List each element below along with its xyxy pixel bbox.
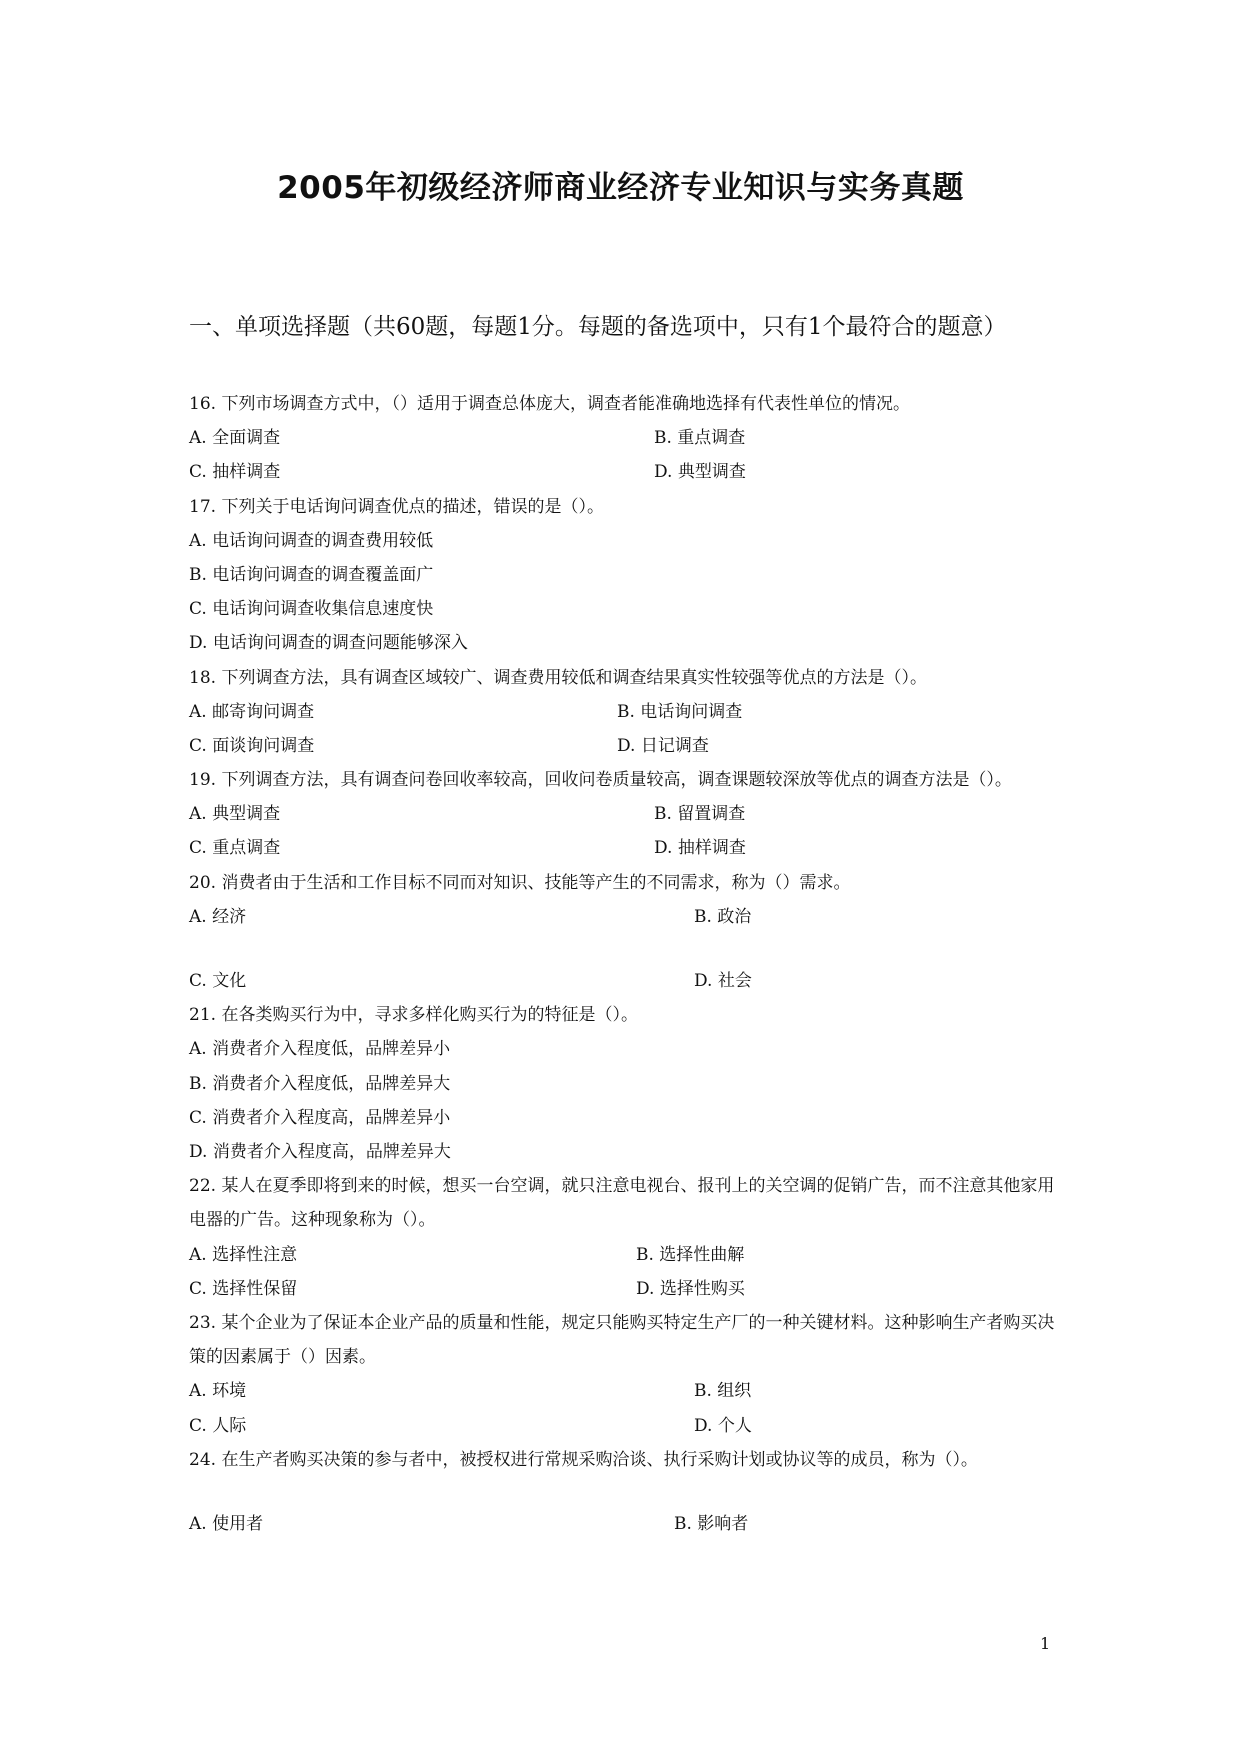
option-row [189,1507,1059,1541]
option-d: D. 日记调查 [617,735,709,756]
option-c: C. 重点调查 [189,838,281,859]
option-c: C. 人际 [189,1415,247,1436]
question-stem: 18. 下列调查方法，具有调查区域较广、调查费用较低和调查结果真实性较强等优点的方法是（）。 [189,667,927,688]
question-stem: 24. 在生产者购买决策的参与者中，被授权进行常规采购洽谈、执行采购计划或协议等的成员，称为（）。 [189,1449,978,1470]
question-stem: 21. 在各类购买行为中，寻求多样化购买行为的特征是（）。 [189,1005,638,1026]
option-row [189,421,1059,455]
question-stem: 17. 下列关于电话询问调查优点的描述，错误的是（）。 [189,496,604,517]
option-c: C. 选择性保留 [189,1278,298,1299]
option-row [189,1272,1059,1306]
option-a: A. 选择性注意 [189,1244,298,1265]
option-a: A. 典型调查 [189,804,281,825]
option-row [189,729,1059,763]
option-d: D. 消费者介入程度高，品牌差异大 [189,1141,451,1162]
section-heading: 一、单项选择题（共60题，每题1分。每题的备选项中，只有1个最符合的题意） [189,314,1007,340]
question-stem: 22. 某人在夏季即将到来的时候，想买一台空调，就只注意电视台、报刊上的关空调的促销广告，而不注意其他家用电器的广告。这种现象称为（）。 [189,1176,1055,1231]
option-c: C. 电话询问调查收集信息速度快 [189,599,434,620]
option-a: A. 环境 [189,1381,247,1402]
option-b: B. 重点调查 [654,428,746,449]
option-b: B. 留置调查 [654,804,746,825]
question-stem: 23. 某个企业为了保证本企业产品的质量和性能，规定只能购买特定生产厂的一种关键材料。这种影响生产者购买决策的因素属于（）因素。 [189,1312,1055,1368]
option-c: C. 文化 [189,971,247,992]
spacer [189,934,1059,964]
option-c: C. 面谈询问调查 [189,735,315,756]
option-c: C. 消费者介入程度高，品牌差异小 [189,1107,451,1128]
option-b: B. 影响者 [674,1513,749,1534]
option-d: D. 电话询问调查的调查问题能够深入 [189,633,468,654]
question-list [189,387,1059,1541]
option-row [189,695,1059,729]
option-b: B. 组织 [694,1381,752,1402]
option-row [189,1409,1059,1443]
option-d: D. 选择性购买 [636,1278,745,1299]
option-a: A. 使用者 [189,1513,264,1534]
option-row [189,455,1059,489]
option-d: D. 个人 [694,1415,752,1436]
option-d: D. 社会 [694,971,752,992]
option-b: B. 政治 [694,906,752,927]
option-a: A. 全面调查 [189,428,281,449]
page-number: 1 [1040,1634,1051,1653]
question-stem: 20. 消费者由于生活和工作目标不同而对知识、技能等产生的不同需求，称为（）需求。 [189,872,851,893]
document-title: 2005年初级经济师商业经济专业知识与实务真题 [277,170,964,206]
option-b: B. 电话询问调查的调查覆盖面广 [189,564,434,585]
option-row [189,1374,1059,1408]
option-a: A. 经济 [189,906,247,927]
option-a: A. 电话询问调查的调查费用较低 [189,530,434,551]
option-d: D. 典型调查 [654,462,746,483]
option-row [189,900,1059,934]
option-a: A. 消费者介入程度低，品牌差异小 [189,1039,451,1060]
option-d: D. 抽样调查 [654,838,746,859]
question-stem: 19. 下列调查方法，具有调查问卷回收率较高，回收问卷质量较高，调查课题较深放等优点的调查方法是（）。 [189,770,1012,791]
option-c: C. 抽样调查 [189,462,281,483]
spacer [189,1477,1059,1507]
option-row [189,831,1059,865]
option-b: B. 消费者介入程度低，品牌差异大 [189,1073,451,1094]
option-row [189,797,1059,831]
question-stem: 16. 下列市场调查方式中，（）适用于调查总体庞大，调查者能准确地选择有代表性单位的情况。 [189,394,910,414]
option-b: B. 电话询问调查 [617,701,743,722]
option-a: A. 邮寄询问调查 [189,701,315,722]
option-b: B. 选择性曲解 [636,1244,745,1265]
option-row [189,964,1059,998]
option-row [189,1238,1059,1272]
